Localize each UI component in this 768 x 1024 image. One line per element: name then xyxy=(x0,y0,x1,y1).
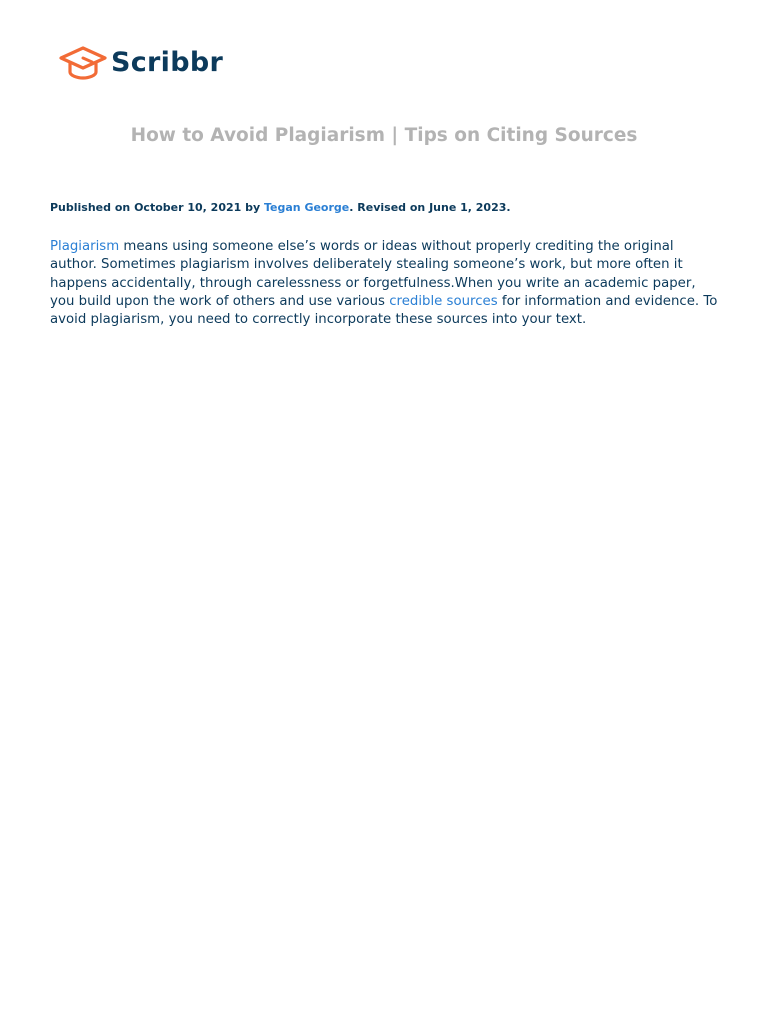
paragraph-text-1: means using someone else’s words or ideas without properly crediting the original author. Sometimes plagiarism involves deliberately stealing someone’s work, but more often it happens accidentally, through carelessness or forgetfulness.When you write an academic paper, you build upon the work of others and use various xyxy=(50,239,696,309)
author-link[interactable]: Tegan George xyxy=(263,201,350,214)
published-date: Published on October 10, 2021 by xyxy=(50,201,264,214)
graduation-cap-icon xyxy=(59,46,107,80)
paragraph-text-2: for information and evidence. To avoid plagiarism, you need to correctly incorporate these sources into your text. xyxy=(50,293,718,328)
brand-name: Scribbr xyxy=(111,47,224,78)
article-meta xyxy=(50,200,511,216)
article-title: How to Avoid Plagiarism | Tips on Citing Sources xyxy=(130,125,638,146)
intro-paragraph xyxy=(50,238,722,329)
credible-sources-link[interactable]: credible sources xyxy=(389,293,498,309)
scribbr-logo[interactable] xyxy=(59,46,223,80)
plagiarism-link[interactable]: Plagiarism xyxy=(50,239,120,254)
revised-date: . Revised on June 1, 2023. xyxy=(349,201,511,214)
